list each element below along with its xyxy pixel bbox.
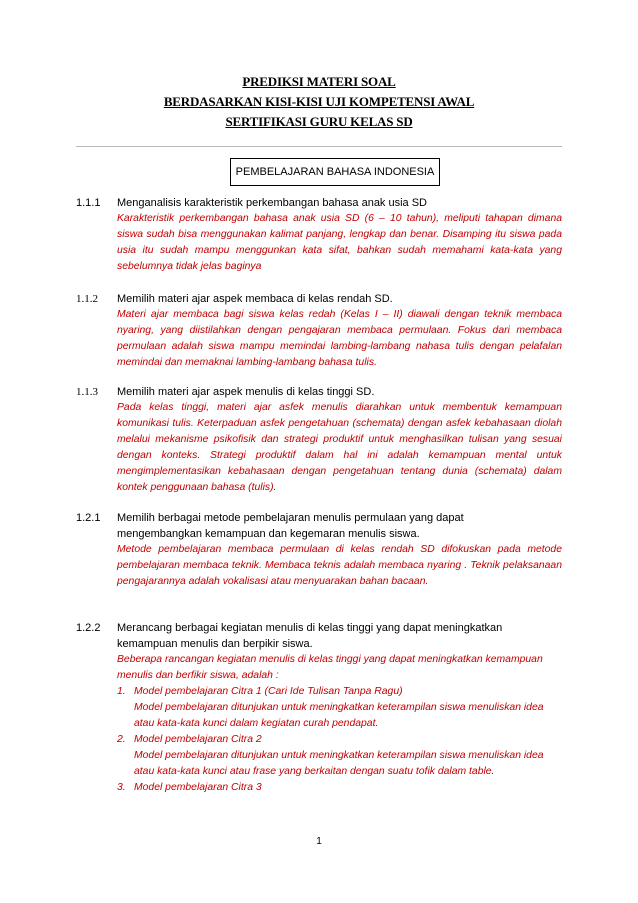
list-item-desc: Model pembelajaran ditunjukan untuk meningkatkan keterampilan siswa menuliskan idea atau kata-kata kunci atau frase yang berkaitan dengan suatu tofik dalam table. <box>134 750 544 777</box>
list-number: 2. <box>117 734 126 745</box>
doc-title-line-2: BERDASARKAN KISI-KISI UJI KOMPETENSI AWAL <box>163 94 475 109</box>
item-heading: Memilih materi ajar aspek menulis di kelas tinggi SD. <box>117 386 375 398</box>
item-body: Metode pembelajaran membaca permulaan di kelas rendah SD difokuskan pada metode pembelajaran membaca teknik. Membaca teknis adalah membaca nyaring . Teknik pelaksanaan pengajarannya adalah vokalisasi atau menyuarakan bahan bacaan. <box>117 544 562 587</box>
item-1-2-2 <box>76 620 562 796</box>
item-body: Materi ajar membaca bagi siswa kelas redah (Kelas I – II) diawali dengan teknik membaca nyaring, yang diistilahkan dengan pengajaran membaca permulaan. Fokus dari membaca permulaan adalah siswa mampu memindai lambing-lambang nahasa tulis dengan pelafalan memindai dan memaknai lambing-lambang bahasa tulis. <box>117 309 562 368</box>
item-heading: Menganalisis karakteristik perkembangan bahasa anak usia SD <box>117 197 428 209</box>
item-heading-line-1: Merancang berbagai kegiatan menulis di kelas tinggi yang dapat meningkatkan <box>117 622 503 634</box>
item-1-1-1 <box>76 195 562 275</box>
list-item-desc: Model pembelajaran ditunjukan untuk meningkatkan keterampilan siswa menuliskan idea atau kata-kata kunci dalam kegiatan curah pendapat. <box>134 702 544 729</box>
list-item-title: Model pembelajaran Citra 2 <box>134 734 262 745</box>
list-item <box>117 780 562 796</box>
item-number: 1.1.2 <box>76 293 98 305</box>
list-item-title: Model pembelajaran Citra 1 (Cari Ide Tulisan Tanpa Ragu) <box>134 686 403 697</box>
subject-box: PEMBELAJARAN BAHASA INDONESIA <box>230 158 440 186</box>
item-heading-line-2: mengembangkan kemampuan dan kegemaran menulis siswa. <box>117 528 420 540</box>
list-item <box>117 732 562 780</box>
item-number: 1.2.1 <box>76 512 101 524</box>
horizontal-divider <box>76 146 562 147</box>
item-number: 1.1.3 <box>76 386 98 398</box>
doc-title-line-1: PREDIKSI MATERI SOAL <box>242 74 396 89</box>
list-item-title: Model pembelajaran Citra 3 <box>134 782 262 793</box>
item-body: Karakteristik perkembangan bahasa anak usia SD (6 – 10 tahun), meliputi tahapan dimana siswa sudah bisa menggunakan kalimat panjang, lengkap dan benar. Disamping itu siswa pada usia itu sudah mampu menggunkan kata sifat, bahkan sudah memahami kata-kata yang sebelumnya tidak jelas baginya <box>117 213 562 272</box>
item-number: 1.1.1 <box>76 197 101 209</box>
page-number: 1 <box>316 836 322 847</box>
item-heading-line-2: kemampuan menulis dan berpikir siswa. <box>117 638 313 650</box>
item-intro: Beberapa rancangan kegiatan menulis di kelas tinggi yang dapat meningkatkan kemampuan menulis dan berfikir siswa, adalah : <box>117 654 543 681</box>
list-number: 1. <box>117 686 126 697</box>
item-1-2-1 <box>76 510 562 590</box>
item-heading-line-1: Memilih berbagai metode pembelajaran menulis permulaan yang dapat <box>117 512 464 524</box>
item-heading: Memilih materi ajar aspek membaca di kelas rendah SD. <box>117 293 393 305</box>
list-number: 3. <box>117 782 126 793</box>
doc-title-line-3: SERTIFIKASI GURU KELAS SD <box>225 114 413 129</box>
item-body: Pada kelas tinggi, materi ajar asfek menulis diarahkan untuk membentuk kemampuan komunikasi tulis. Keterpaduan asfek pengetahuan (schemata) dengan asfek kebahasaan diolah melalui mekanisme psikofisik dan strategi produktif untuk menghasilkan tulisan yang sesuai dengan konteks. Strategi produktif dalam hal ini adalah kemampuan mental untuk mengimplementasikan kebahasaan dengan pengetahuan tentang dunia (schemata) dalam kontek penggunaan bahasa (tulis). <box>117 402 562 493</box>
item-1-1-3 <box>76 384 562 496</box>
list-item <box>117 684 562 732</box>
item-number: 1.2.2 <box>76 622 101 634</box>
item-1-1-2 <box>76 291 562 371</box>
